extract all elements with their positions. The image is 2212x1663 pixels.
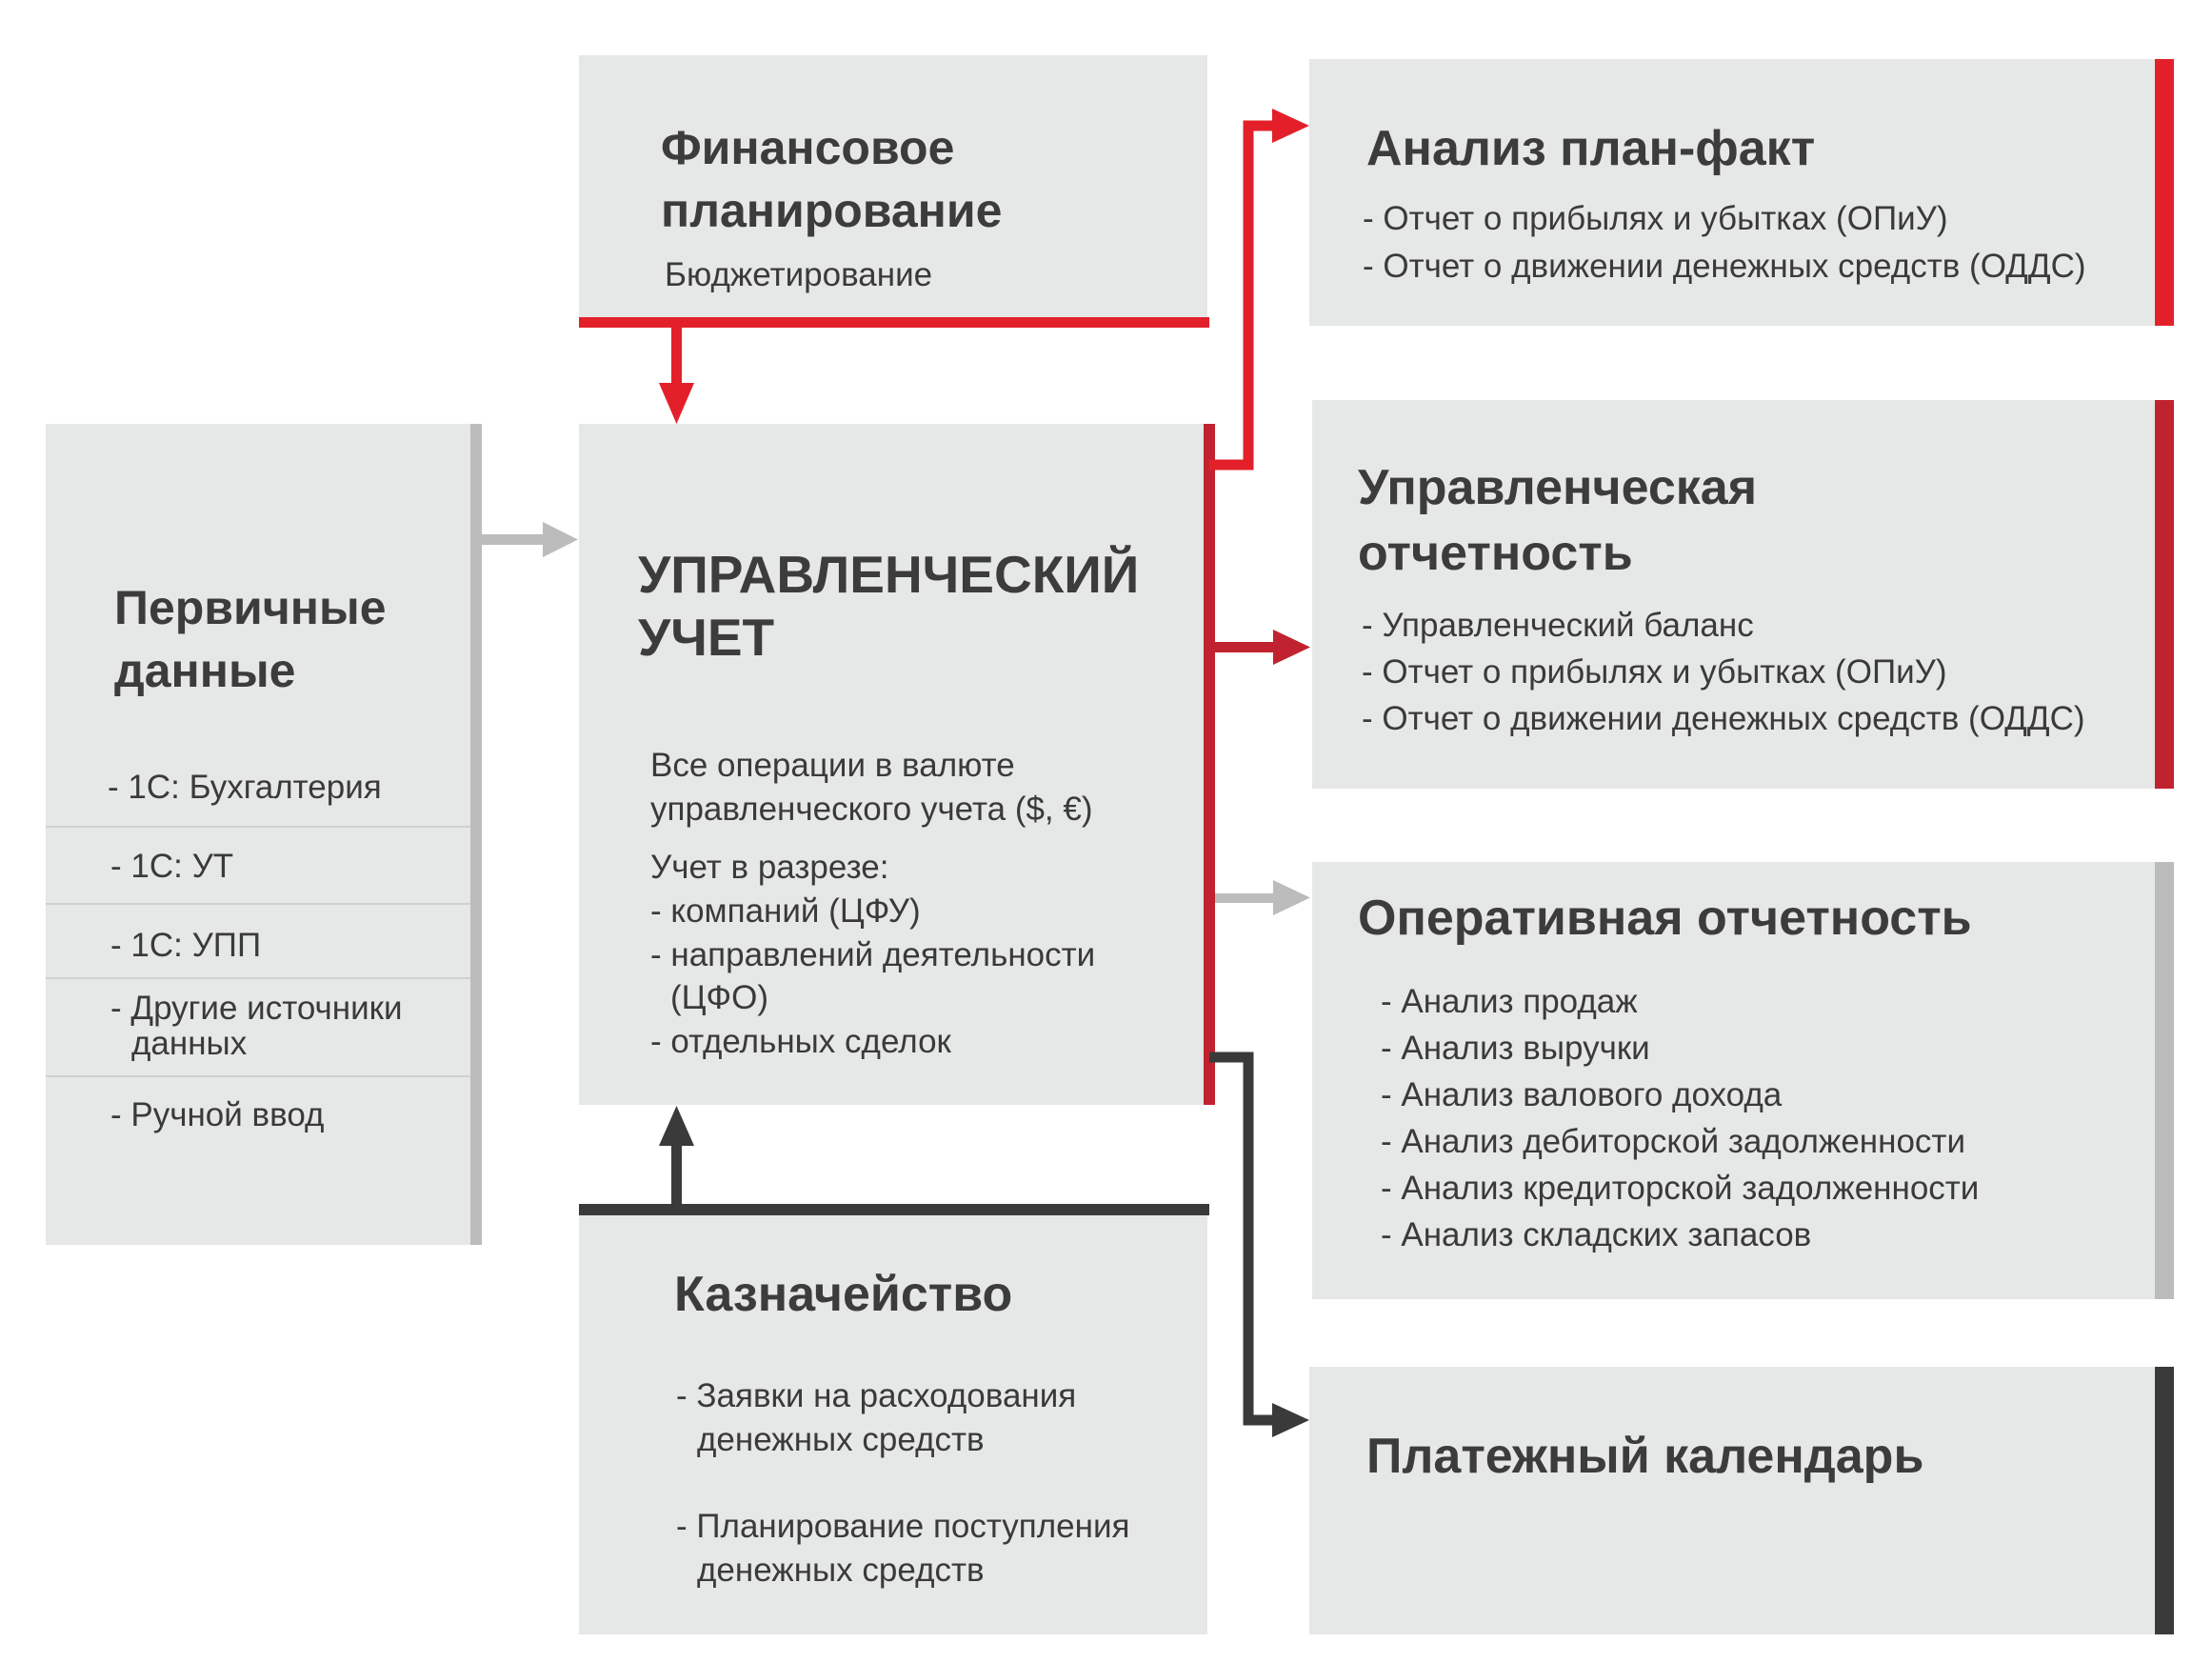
treasury-to-accounting-arrowhead bbox=[659, 1106, 694, 1146]
management-accounting-text: (ЦФО) bbox=[670, 979, 769, 1016]
management-accounting-title-line1: УПРАВЛЕНЧЕСКИЙ bbox=[638, 545, 1140, 604]
accounting-right-bar bbox=[1204, 424, 1215, 1105]
planning-to-accounting-arrowhead bbox=[659, 383, 694, 424]
primary-to-accounting-line bbox=[482, 534, 547, 545]
primary-data-title-line1: Первичные bbox=[114, 581, 387, 634]
operational-reporting-item: - Анализ кредиторской задолженности bbox=[1381, 1170, 1980, 1207]
financial-planning-title-line2: планирование bbox=[661, 184, 1003, 237]
management-accounting-title-line2: УЧЕТ bbox=[638, 608, 775, 667]
treasury-text: - Заявки на расходования bbox=[676, 1377, 1077, 1414]
accounting-to-plan-fact-arrowhead bbox=[1272, 109, 1309, 143]
accounting-to-operational-line bbox=[1215, 893, 1278, 903]
management-accounting-text: - направлений деятельности bbox=[650, 936, 1096, 973]
operational-reporting-item: - Анализ дебиторской задолженности bbox=[1381, 1123, 1966, 1160]
treasury-text: денежных средств bbox=[697, 1552, 985, 1589]
accounting-to-calendar-line bbox=[1209, 1057, 1276, 1420]
primary-data-item: - Ручной ввод bbox=[110, 1096, 325, 1133]
management-reporting-item: - Управленческий баланс bbox=[1362, 607, 1754, 644]
primary-to-accounting-arrowhead bbox=[543, 522, 578, 557]
plan-fact-item: - Отчет о движении денежных средств (ОДДС) bbox=[1363, 248, 2086, 285]
operational-reporting-item: - Анализ валового дохода bbox=[1381, 1076, 1783, 1113]
primary-data-title-line2: данные bbox=[114, 644, 296, 697]
treasury-text: - Планирование поступления bbox=[676, 1508, 1130, 1545]
primary-data-item: - 1С: Бухгалтерия bbox=[108, 769, 382, 806]
plan-fact-item: - Отчет о прибылях и убытках (ОПиУ) bbox=[1363, 200, 1948, 237]
planning-to-accounting-line bbox=[671, 326, 682, 388]
management-accounting-text: Все операции в валюте bbox=[650, 747, 1015, 784]
treasury-title: Казначейство bbox=[674, 1267, 1013, 1322]
operational-reporting-title: Оперативная отчетность bbox=[1358, 891, 1972, 946]
accounting-to-mgmt-reporting-line bbox=[1209, 642, 1278, 652]
primary-data-item: - 1С: УПП bbox=[110, 927, 262, 964]
operational-reporting-item: - Анализ продаж bbox=[1381, 983, 1638, 1020]
management-reporting-title-line1: Управленческая bbox=[1358, 460, 1758, 515]
payment-calendar-title: Платежный календарь bbox=[1366, 1429, 1924, 1484]
treasury-to-accounting-line bbox=[671, 1141, 682, 1208]
management-accounting-text: - отдельных сделок bbox=[650, 1023, 951, 1060]
treasury-text: денежных средств bbox=[697, 1421, 985, 1458]
accounting-to-mgmt-reporting-arrowhead bbox=[1273, 630, 1310, 665]
financial-planning-subtitle: Бюджетирование bbox=[665, 256, 933, 293]
accounting-to-plan-fact-line bbox=[1209, 126, 1276, 465]
primary-data-item: данных bbox=[131, 1025, 248, 1062]
financial-planning-title-line1: Финансовое bbox=[661, 121, 955, 174]
management-reporting-item: - Отчет о движении денежных средств (ОДДС) bbox=[1362, 700, 2085, 737]
accounting-to-calendar-arrowhead bbox=[1272, 1403, 1309, 1437]
management-accounting-text: управленческого учета ($, €) bbox=[650, 791, 1093, 828]
plan-fact-title: Анализ план-факт bbox=[1366, 121, 1816, 176]
management-accounting-text: - компаний (ЦФУ) bbox=[650, 892, 921, 930]
management-accounting-text: Учет в разрезе: bbox=[650, 849, 889, 886]
primary-data-item: - 1С: УТ bbox=[110, 848, 234, 885]
primary-data-item: - Другие источники bbox=[110, 990, 403, 1027]
operational-reporting-item: - Анализ складских запасов bbox=[1381, 1216, 1812, 1253]
operational-reporting-item: - Анализ выручки bbox=[1381, 1030, 1650, 1067]
accounting-to-operational-arrowhead bbox=[1273, 880, 1310, 915]
management-reporting-title-line2: отчетность bbox=[1358, 525, 1633, 581]
management-reporting-item: - Отчет о прибылях и убытках (ОПиУ) bbox=[1362, 653, 1947, 691]
